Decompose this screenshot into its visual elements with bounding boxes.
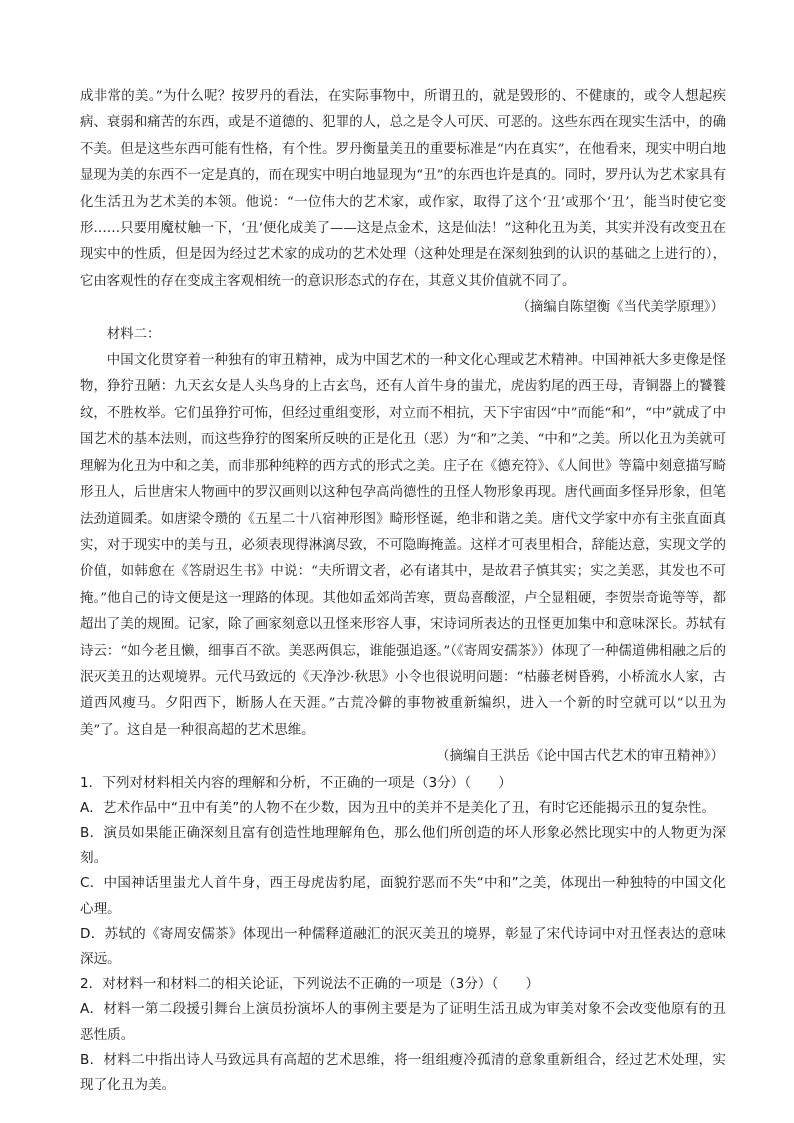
question-1-stem: 1．下列对材料相关内容的理解和分析，不正确的一项是（3分）（ ） xyxy=(80,774,512,791)
material-two xyxy=(80,322,726,771)
question-1 xyxy=(80,771,726,973)
question-2-option-b: B．材料二中指出诗人马致远具有高超的艺术思维，将一组组瘦冷孤清的意象重新组合，经过艺术处理，实现了化丑为美。 xyxy=(80,1051,726,1093)
material-one xyxy=(80,84,726,322)
question-1-option-c: C．中国神话里蚩尤人首牛身，西王母虎齿豹尾，面貌狞恶而不失“中和”之美，体现出一种独特的中国文化心理。 xyxy=(80,875,726,917)
material-two-label: 材料二： xyxy=(106,326,161,342)
question-1-option-b: B．演员如果能正确深刻且富有创造性地理解角色，那么他们所创造的坏人形象必然比现实中的人物更为深刻。 xyxy=(80,824,726,867)
question-2 xyxy=(80,972,726,1098)
material-two-source: （摘编自王洪岳《论中国古代艺术的审丑精神》） xyxy=(436,749,724,765)
material-one-paragraph: 成非常的美。”为什么呢？按罗丹的看法，在实际事物中，所谓丑的，就是毁形的、不健康的，或令人想起疾病、衰弱和痛苦的东西，或是不道德的、犯罪的人，总之是令人可厌、可恶的。这些东西在现实生活中，的确不美。但是这些东西可能有性格，有个性。罗丹衡量美丑的重要标准是“内在真实”，在他看来，现实中明白地显现为美的东西不一定是真的，而在现实中明白地显现为“丑”的东西也许是真的。同时，罗丹认为艺术家具有化生活丑为艺术美的本领。他说：“一位伟大的艺术家，或作家，取得了这个‘丑’或那个‘丑’，能当时使它变形……只要用魔杖触一下，‘丑’便化成美了——这是点金术，这是仙法！”这种化丑为美，其实并没有改变丑在现实中的性质，但是因为经过艺术家的成功的艺术处理（这种处理是在深刻独到的认识的基础之上进行的），它由客观性的存在变成主客观相统一的意识形态式的存在，其意义其价值就不同了。 xyxy=(80,89,726,289)
question-1-option-a: A．艺术作品中“丑中有美”的人物不在少数，因为丑中的美并不是美化了丑，有时它还能揭示丑的复杂性。 xyxy=(80,799,716,816)
material-one-source: （摘编自陈望衡《当代美学原理》） xyxy=(516,300,724,316)
material-two-paragraph: 中国文化贯穿着一种独有的审丑精神，成为中国艺术的一种文化心理或艺术精神。中国神祇大多吏像是怪物，狰狞丑陋：九天玄女是人头鸟身的上古玄鸟，还有人首牛身的蚩尤，虎齿豹尾的西王母，青铜器上的饕餮纹，不胜枚举。它们虽狰狞可怖，但经过重组变形，对立而不相抗，天下宇宙因“中”而能“和”，“中”就成了中国艺术的基本法则，而这些狰狞的图案所反映的正是化丑（恶）为“和”之美、“中和”之美。所以化丑为美就可理解为化丑为中和之美，而非那种纯粹的西方式的形式之美。庄子在《德充符》、《人间世》等篇中刻意描写畸形丑人，后世唐宋人物画中的罗汉画则以这种包孕高尚德性的丑怪人物形象再现。唐代画面多怪异形象，但笔法劲道圆柔。如唐梁令瓒的《五星二十八宿神形图》畸形怪诞，绝非和谐之美。唐代文学家中亦有主张直面真实，对于现实中的美与丑，必须表现得淋漓尽致，不可隐晦掩盖。这样才可表里相合，辞能达意，实现文学的价值，如韩愈在《答尉迟生书》中说：“夫所谓文者，必有诸其中，是故君子慎其实；实之美恶，其发也不可掩。”他自己的诗文便是这一理路的体现。其他如孟郊尚苦寒，贾岛喜酸涩，卢仝显粗硬，李贺崇奇诡等等，都超出了美的规囿。记家，除了画家刻意以丑怪来形容人事，宋诗词所表达的丑怪更加集中和意味深长。苏轼有诗云：“如今老且懒，细事百不欲。美恶两俱忘，谁能强追逐。”（《寄周安孺茶》）体现了一种儒道佛相融之后的泯灭美丑的达观境界。元代马致远的《天净沙·秋思》小令也很说明问题：“枯藤老树昏鸦，小桥流水人家，古道西风瘦马。夕阳西下，断肠人在天涯。”古荒冷僻的事物被重新编织，进入一个新的时空就可以“以丑为美”了。这自是一种很高超的艺术思维。 xyxy=(80,353,726,738)
question-2-stem: 2．对材料一和材料二的相关论证，下列说法不正确的一项是（3分）（ ） xyxy=(80,976,540,993)
question-2-option-a: A．材料一第二段援引舞台上演员扮演坏人的事例主要是为了证明生活丑成为审美对象不会改变他原有的丑恶性质。 xyxy=(80,1001,726,1043)
question-1-option-d: D．苏轼的《寄周安儒茶》体现出一种儒释道融汇的泯灭美丑的境界，彰显了宋代诗词中对丑怪表达的意味深远。 xyxy=(80,925,726,967)
